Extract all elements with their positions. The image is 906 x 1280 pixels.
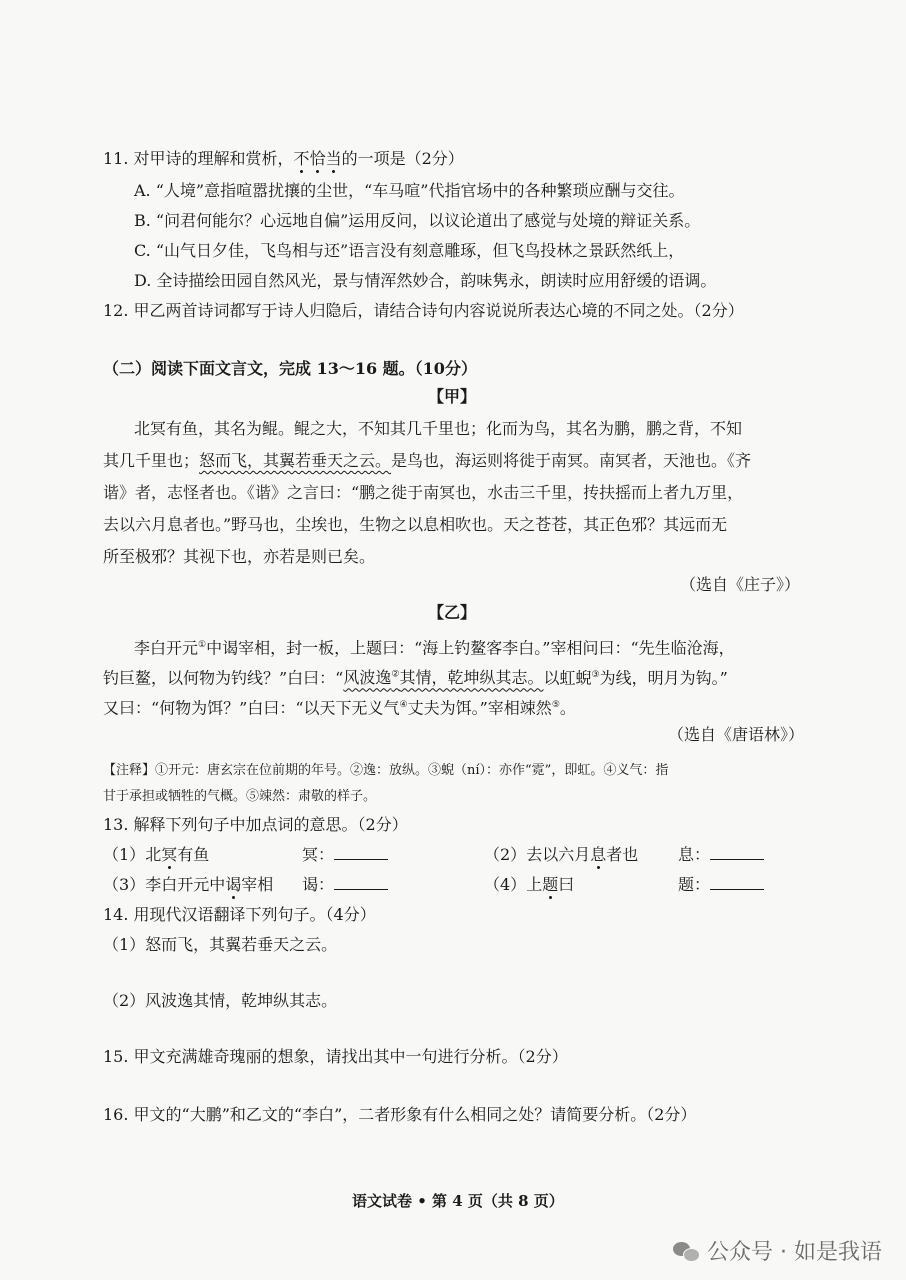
jia-title: 【甲】: [428, 387, 477, 406]
q13-item-1-answer[interactable]: 冥：: [302, 844, 388, 866]
yi-line-2: 钓巨鳌，以何物为钓线？”白曰：“风波逸②其情，乾坤纵其志。以虹蜺③为线，明月为钩。”: [103, 668, 728, 688]
q13-item-3-answer[interactable]: 谒：: [302, 874, 388, 896]
q14-stem: 14. 用现代汉语翻译下列句子。（4分）: [103, 905, 376, 924]
q13-stem: 13. 解释下列句子中加点词的意思。（2分）: [103, 815, 408, 834]
q13-item-4: （4）上题曰: [484, 875, 575, 894]
yi-underlined-sentence: 风波逸②其情，乾坤纵其志。: [343, 668, 544, 688]
q13-item-2-answer[interactable]: 息：: [678, 844, 764, 866]
q11-stem: 11. 对甲诗的理解和赏析，不恰当的一项是（2分）: [103, 149, 464, 168]
notes-line-1: 【注释】①开元：唐玄宗在位前期的年号。②逸：放纵。③蜺（ní）：亦作“霓”，即虹。④义气：指: [103, 763, 669, 778]
watermark-text: 公众号 · 如是我语: [707, 1240, 882, 1265]
answer-blank: [334, 875, 388, 890]
q16-stem: 16. 甲文的“大鹏”和乙文的“李白”，二者形象有什么相同之处？请简要分析。（2分）: [103, 1105, 697, 1124]
yi-source: （选自《唐语林》）: [668, 725, 805, 744]
q11-option-d: D. 全诗描绘田园自然风光，景与情浑然妙合，韵味隽永，朗读时应用舒缓的语调。: [134, 271, 717, 290]
answer-blank: [710, 875, 764, 890]
jia-source: （选自《庄子》）: [680, 575, 801, 594]
jia-line-2: 其几千里也；怒而飞，其翼若垂天之云。是鸟也，海运则将徙于南冥。南冥者，天池也。《齐: [103, 451, 752, 470]
q13-item-4-answer[interactable]: 题：: [678, 874, 764, 896]
jia-line-5: 所至极邪？其视下也，亦若是则已矣。: [103, 547, 376, 566]
answer-blank: [334, 845, 388, 860]
watermark: [673, 1235, 882, 1266]
notes-line-2: 甘于承担或牺牲的气概。⑤竦然：肃敬的样子。: [103, 789, 377, 804]
q13-item-2: （2）去以六月息者也: [484, 845, 639, 864]
q12-stem: 12. 甲乙两首诗词都写于诗人归隐后，请结合诗句内容说说所表达心境的不同之处。（2分）: [103, 301, 744, 320]
jia-underlined-sentence: 怒而飞，其翼若垂天之云。: [199, 451, 392, 470]
q14-sentence-1: （1）怒而飞，其翼若垂天之云。: [103, 935, 338, 954]
yi-line-3: 又曰：“何物为饵？”白曰：“以天下无义气④丈夫为饵。”宰相竦然⑤。: [103, 698, 576, 718]
jia-line-4: 去以六月息者也。”野马也，尘埃也，生物之以息相吹也。天之苍苍，其正色邪？其远而无: [103, 515, 728, 534]
q13-item-3: （3）李白开元中谒宰相: [103, 875, 274, 894]
q11-option-b: B. “问君何能尔？心远地自偏”运用反问，以议论道出了感觉与处境的辩证关系。: [134, 211, 701, 230]
wechat-icon: [673, 1240, 699, 1262]
yi-title: 【乙】: [428, 603, 477, 622]
q11-emphasis: 不恰当: [293, 149, 342, 168]
section2-heading: （二）阅读下面文言文，完成 13～16 题。（10分）: [103, 359, 477, 378]
jia-line-3: 谐》者，志怪者也。《谐》之言曰：“鹏之徙于南冥也，水击三千里，抟扶摇而上者九万里，: [103, 483, 744, 502]
q15-stem: 15. 甲文充满雄奇瑰丽的想象，请找出其中一句进行分析。（2分）: [103, 1047, 568, 1066]
jia-line-1: 北冥有鱼，其名为鲲。鲲之大，不知其几千里也；化而为鸟，其名为鹏，鹏之背，不知: [134, 419, 743, 438]
answer-blank: [710, 845, 764, 860]
q11-option-a: A. “人境”意指喧嚣扰攘的尘世，“车马喧”代指官场中的各种繁琐应酬与交往。: [134, 181, 685, 200]
q14-sentence-2: （2）风波逸其情，乾坤纵其志。: [103, 991, 338, 1010]
q13-item-1: （1）北冥有鱼: [103, 845, 210, 864]
yi-line-1: 李白开元①中谒宰相，封一板，上题曰：“海上钓鳌客李白。”宰相问曰：“先生临沧海，: [134, 638, 735, 658]
page-footer: 语文试卷 • 第 4 页（共 8 页）: [352, 1192, 564, 1210]
q11-option-c: C. “山气日夕佳，飞鸟相与还”语言没有刻意雕琢，但飞鸟投林之景跃然纸上，: [134, 241, 685, 260]
